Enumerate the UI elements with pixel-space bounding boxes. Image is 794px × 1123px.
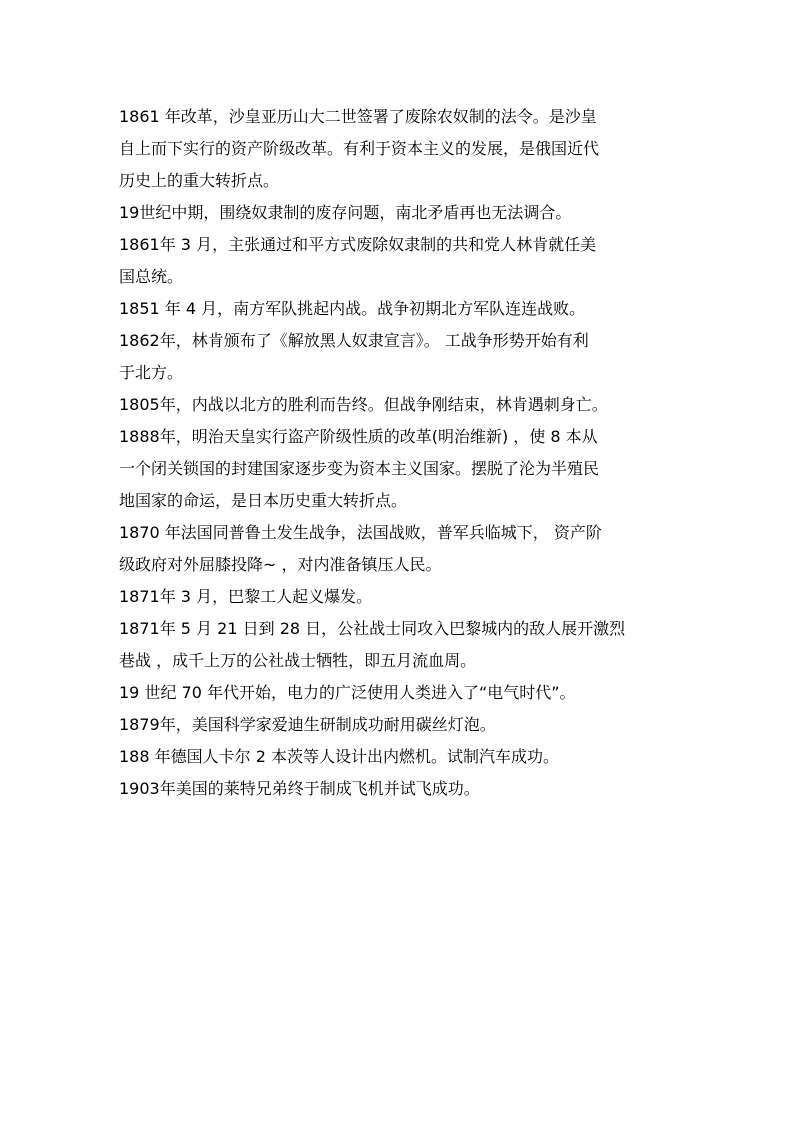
text-line: 地国家的命运，是日本历史重大转折点。 (119, 491, 408, 510)
text-line: 1903年美国的莱特兄弟终于制成飞机并试飞成功。 (119, 779, 480, 798)
text-line: 历史上的重大转折点。 (119, 171, 280, 190)
text-line: 1851 年 4 月，南方军队挑起内战。战争初期北方军队连连战败。 (119, 299, 586, 318)
text-line: 1888年，明治天皇实行盗产阶级性质的改革(明治维新) ，使 8 本从 (119, 427, 598, 446)
text-line: 一个闭关锁国的封建国家逐步变为资本主义国家。摆脱了沦为半殖民 (119, 459, 600, 478)
text-line: 1879年，美国科学家爱迪生研制成功耐用碳丝灯泡。 (119, 715, 496, 734)
text-line: 19 世纪 70 年代开始，电力的广泛使用人类进入了“电气时代”。 (119, 683, 576, 702)
text-line: 1871年 5 月 21 日到 28 日，公社战士同攻入巴黎城内的敌人展开激烈 (119, 619, 626, 638)
text-line: 巷战 ，成千上万的公社战士牺牲，即五月流血周。 (119, 651, 477, 670)
text-line: 1805年，内战以北方的胜利而告终。但战争刚结束，林肯遇刺身亡。 (119, 395, 608, 414)
text-line: 1861年 3 月，主张通过和平方式废除奴隶制的共和党人林肯就任美 (119, 235, 597, 254)
text-line: 自上而下实行的资产阶级改革。有利于资本主义的发展，是俄国近代 (119, 139, 600, 158)
text-line: 1861 年改革，沙皇亚历山大二世签署了废除农奴制的法令。是沙皇 (119, 107, 597, 126)
document-body (119, 101, 679, 805)
text-line: 1862年，林肯颁布了《解放黑人奴隶宣言》。 工战争形势开始有利 (119, 331, 589, 350)
text-line: 188 年德国人卡尔 2 本茨等人设计出内燃机。试制汽车成功。 (119, 747, 559, 766)
text-line: 于北方。 (119, 363, 184, 382)
text-line: 级政府对外屈膝投降~ ，对内准备镇压人民。 (119, 555, 442, 574)
text-line: 1870 年法国同普鲁土发生战争，法国战败，普军兵临城下， 资产阶 (119, 523, 602, 542)
text-line: 19世纪中期，围绕奴隶制的废存问题，南北矛盾再也无法调合。 (119, 203, 572, 222)
text-line: 国总统。 (119, 267, 184, 286)
text-line: 1871年 3 月，巴黎工人起义爆发。 (119, 587, 373, 606)
